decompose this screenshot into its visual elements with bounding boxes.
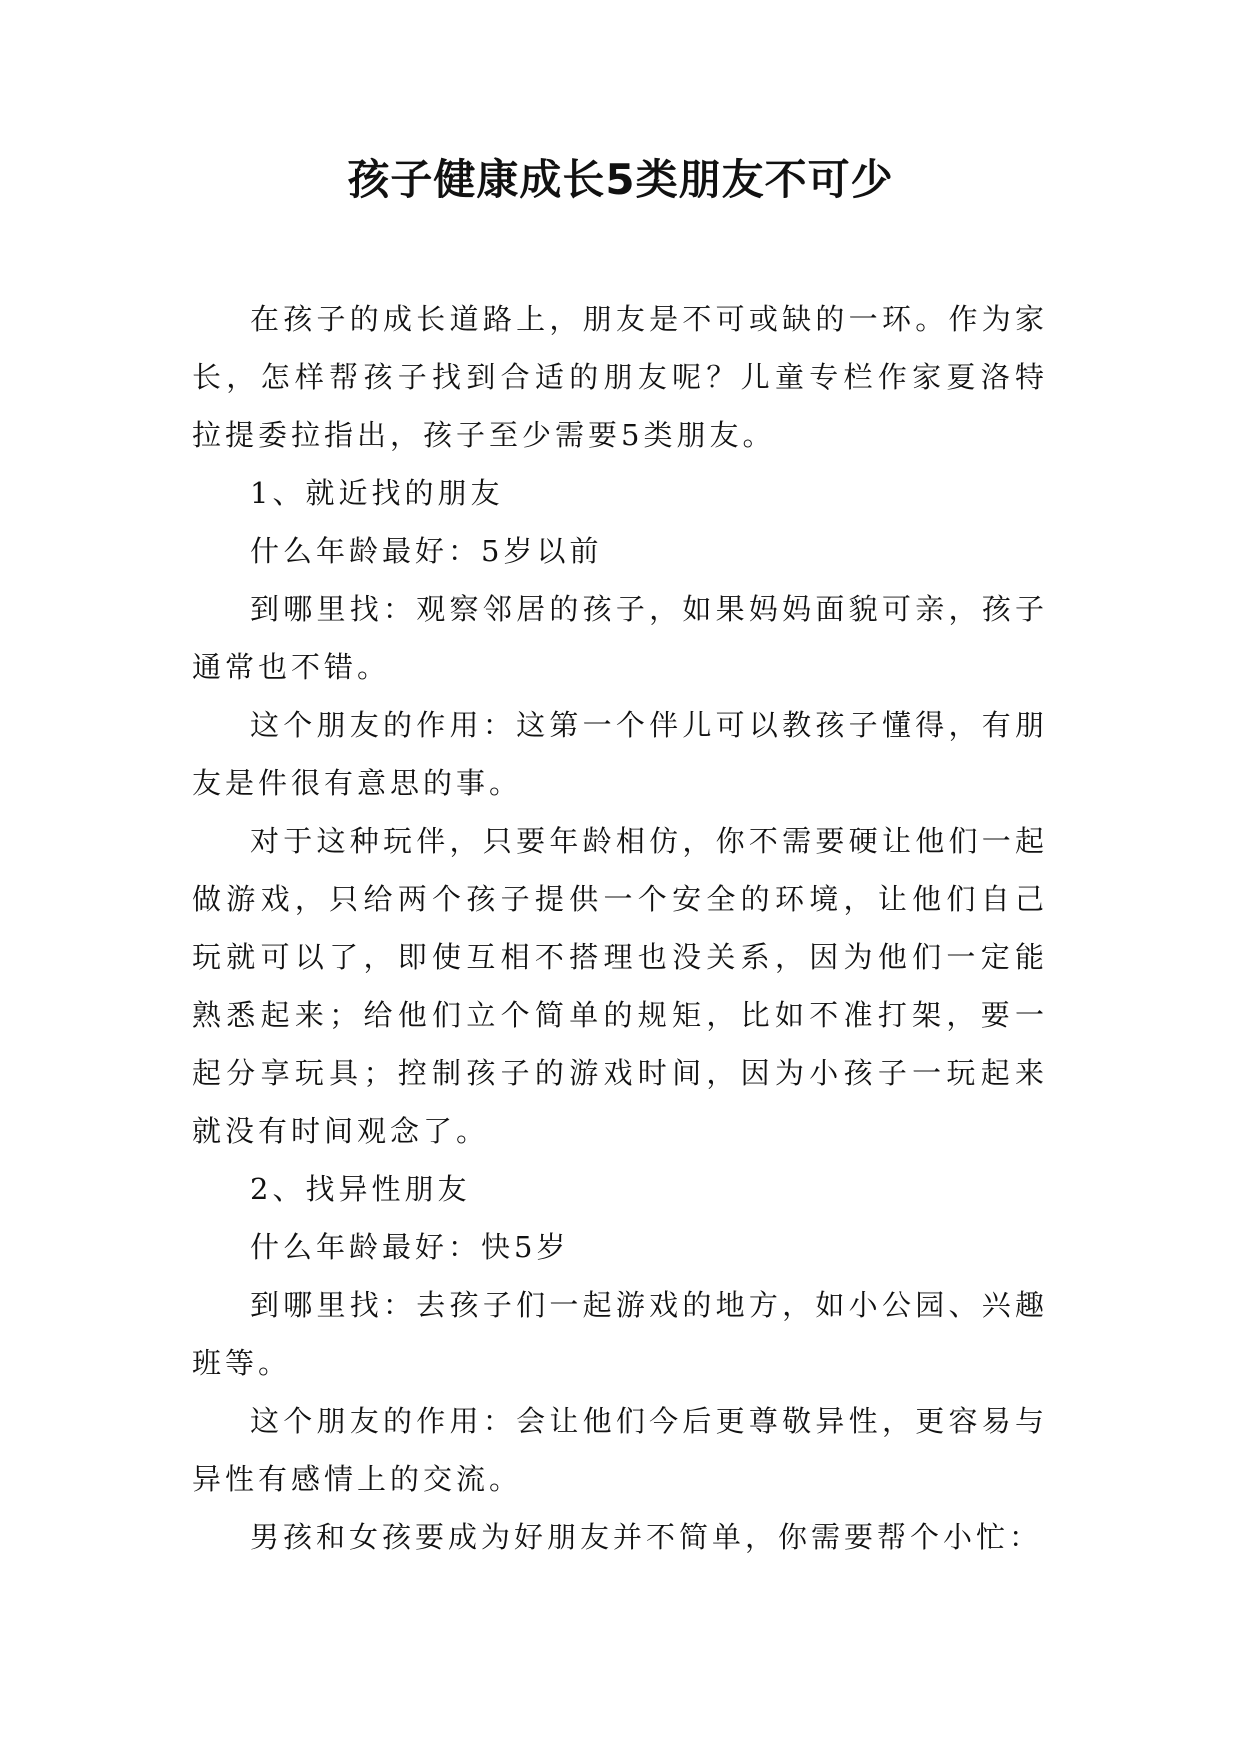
paragraph-advice-1: 对于这种玩伴，只要年龄相仿，你不需要硬让他们一起做游戏，只给两个孩子提供一个安全的环境，让他们自己玩就可以了，即使互相不搭理也没关系，因为他们一定能熟悉起来；给他们立个简单的规矩，比如不准打架，要一起分享玩具；控制孩子的游戏时间，因为小孩子一玩起来就没有时间观念了。 bbox=[192, 824, 1048, 1148]
paragraph-role-2: 这个朋友的作用：会让他们今后更尊敬异性，更容易与异性有感情上的交流。 bbox=[192, 1404, 1048, 1496]
paragraph-role-1: 这个朋友的作用：这第一个伴儿可以教孩子懂得，有朋友是件很有意思的事。 bbox=[192, 708, 1048, 800]
paragraph-where-2: 到哪里找：去孩子们一起游戏的地方，如小公园、兴趣班等。 bbox=[192, 1288, 1048, 1380]
paragraph-advice-2: 男孩和女孩要成为好朋友并不简单，你需要帮个小忙： bbox=[250, 1520, 1043, 1554]
paragraph-best-age-2: 什么年龄最好：快5岁 bbox=[250, 1230, 570, 1264]
heading-friend-type-2: 2、找异性朋友 bbox=[250, 1172, 471, 1206]
document-title: 孩子健康成长5类朋友不可少 bbox=[347, 155, 894, 204]
heading-friend-type-1: 1、就近找的朋友 bbox=[250, 476, 504, 510]
document-body bbox=[192, 290, 1048, 1566]
paragraph-best-age-1: 什么年龄最好：5岁以前 bbox=[250, 534, 603, 568]
paragraph-where-1: 到哪里找：观察邻居的孩子，如果妈妈面貌可亲，孩子通常也不错。 bbox=[192, 592, 1048, 684]
paragraph-intro: 在孩子的成长道路上，朋友是不可或缺的一环。作为家长，怎样帮孩子找到合适的朋友呢？儿童专栏作家夏洛特拉提委拉指出，孩子至少需要5类朋友。 bbox=[192, 302, 1048, 452]
